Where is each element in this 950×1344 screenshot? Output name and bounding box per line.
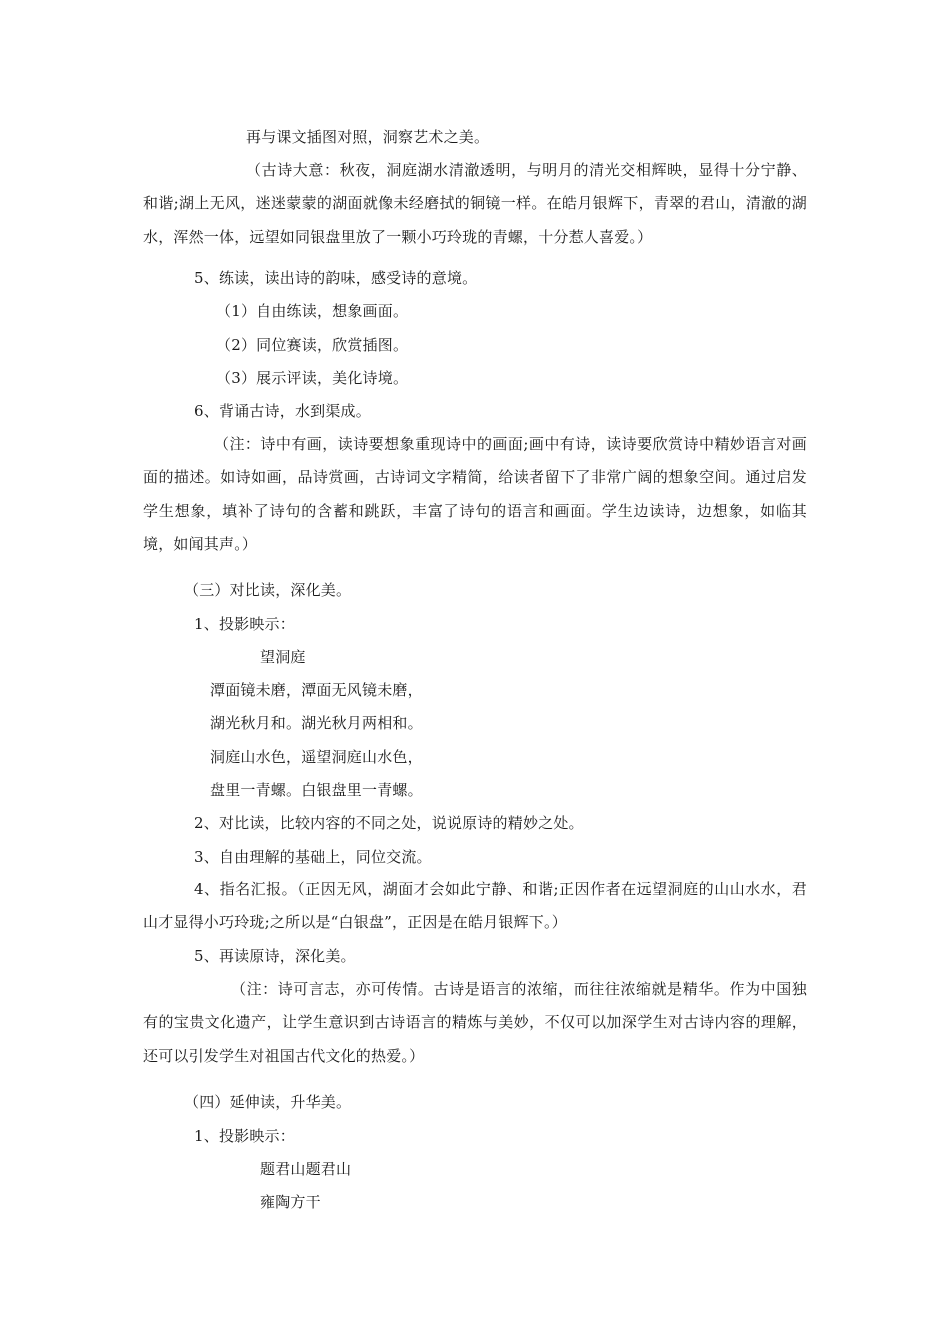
- step-6-recite: 6、背诵古诗，水到渠成。: [194, 402, 371, 420]
- step-1-projection: 1、投影映示：: [194, 615, 295, 633]
- section-3-heading: （三）对比读，深化美。: [184, 581, 352, 599]
- poem-title: 望洞庭: [260, 648, 306, 666]
- poem-authors: 雍陶方干: [260, 1193, 321, 1211]
- substep-2: （2）同位赛读，欣赏插图。: [216, 336, 409, 354]
- section-4-heading: （四）延伸读，升华美。: [184, 1093, 352, 1111]
- step-5-reread: 5、再读原诗，深化美。: [194, 947, 356, 965]
- note-paragraph-1: （注：诗中有画，读诗要想象重现诗中的画面;画中有诗，读诗要欣赏诗中精妙语言对画面的描述。如诗如画，品诗赏画，古诗词文字精简，给读者留下了非常广阔的想象空间。通过启发学生想象，填补了诗句的含蓄和跳跃，丰富了诗句的语言和画面。学生边读诗，边想象，如临其境，如闻其声。）: [143, 435, 807, 553]
- poem-meaning-paragraph: （古诗大意：秋夜，洞庭湖水清澈透明，与明月的清光交相辉映，显得十分宁静、和谐;湖上无风，迷迷蒙蒙的湖面就像未经磨拭的铜镜一样。在皓月银辉下，青翠的君山，清澈的湖水，浑然一体，远望如同银盘里放了一颗小巧玲珑的青螺，十分惹人喜爱。）: [143, 161, 807, 246]
- step-1-projection-2: 1、投影映示：: [194, 1127, 295, 1145]
- substep-1: （1）自由练读，想象画面。: [216, 302, 409, 320]
- poem-title-2: 题君山题君山: [260, 1160, 352, 1178]
- poem-line: 洞庭山水色，遥望洞庭山水色，: [210, 748, 423, 766]
- step-2-compare: 2、对比读，比较内容的不同之处，说说原诗的精妙之处。: [194, 814, 584, 832]
- text-line: 再与课文插图对照，洞察艺术之美。: [246, 128, 490, 146]
- step-5-practice-reading: 5、练读，读出诗的韵味，感受诗的意境。: [194, 269, 478, 287]
- step-3-exchange: 3、自由理解的基础上，同位交流。: [194, 848, 432, 866]
- step-4-report-paragraph: 4、指名汇报。（正因无风，湖面才会如此宁静、和谐;正因作者在远望洞庭的山山水水，君山才显得小巧玲珑;之所以是“白银盘”，正因是在皓月银辉下。）: [143, 880, 807, 932]
- note-paragraph-2: （注：诗可言志，亦可传情。古诗是语言的浓缩，而往往浓缩就是精华。作为中国独有的宝贵文化遗产，让学生意识到古诗语言的精炼与美妙，不仅可以加深学生对古诗内容的理解，还可以引发学生对祖国古代文化的热爱。）: [143, 980, 807, 1065]
- poem-line: 盘里一青螺。白银盘里一青螺。: [210, 781, 423, 799]
- poem-line: 湖光秋月和。湖光秋月两相和。: [210, 714, 423, 732]
- substep-3: （3）展示评读，美化诗境。: [216, 369, 409, 387]
- poem-line: 潭面镜未磨，潭面无风镜未磨，: [210, 681, 423, 699]
